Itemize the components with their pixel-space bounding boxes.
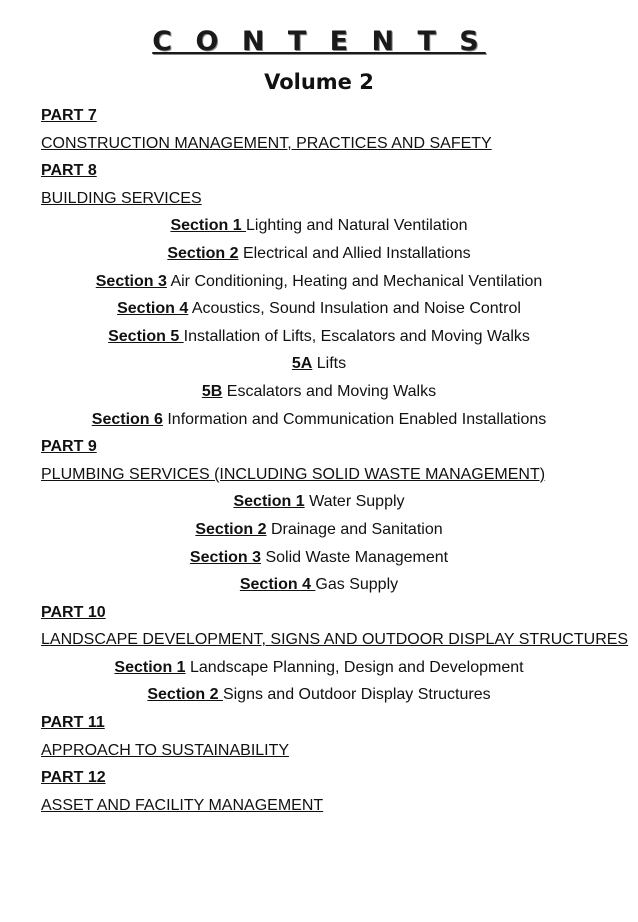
section-title: Water Supply (304, 493, 405, 511)
part-title (0, 737, 638, 765)
part-title (0, 130, 638, 158)
part-11-title: APPROACH TO SUSTAINABILITY (41, 741, 290, 759)
subsection-title: Lifts (312, 355, 347, 373)
part-8-title: BUILDING SERVICES (41, 189, 202, 207)
part-12-label: PART 12 (41, 769, 106, 787)
part-title (0, 185, 638, 213)
section-title: Gas Supply (315, 576, 399, 594)
part-7-title: CONSTRUCTION MANAGEMENT, PRACTICES AND SAFETY (41, 134, 492, 152)
section-label: Section 3 (189, 548, 262, 566)
part-10-title: LANDSCAPE DEVELOPMENT, SIGNS AND OUTDOOR DISPLAY STRUCTURES (41, 631, 629, 649)
section-title: Drainage and Sanitation (266, 520, 443, 538)
part-title (0, 461, 638, 489)
section-title: Landscape Planning, Design and Development (185, 658, 524, 676)
section-label: Section 5 (108, 327, 184, 345)
section-label: Section 1 (170, 217, 247, 235)
subsection-entry (0, 350, 638, 378)
part-12-title: ASSET AND FACILITY MANAGEMENT (41, 796, 324, 814)
section-label: Section 2 (167, 244, 239, 262)
section-entry (0, 681, 638, 709)
section-title: Solid Waste Management (261, 548, 449, 566)
part-label (0, 599, 638, 627)
section-entry (0, 268, 638, 296)
part-label (0, 102, 638, 130)
part-9-title: PLUMBING SERVICES (INCLUDING SOLID WASTE MANAGEMENT) (41, 465, 546, 483)
section-label: Section 2 (195, 520, 267, 538)
part-label (0, 764, 638, 792)
section-entry (0, 212, 638, 240)
section-entry (0, 406, 638, 434)
section-entry (0, 654, 638, 682)
section-label: Section 1 (233, 493, 305, 511)
part-label (0, 709, 638, 737)
section-title: Installation of Lifts, Escalators and Moving Walks (183, 327, 530, 345)
section-label: Section 4 (117, 300, 189, 318)
part-title (0, 792, 638, 820)
page-title: C O N T E N T S (152, 26, 486, 57)
section-label: Section 2 (147, 686, 223, 704)
part-7-label: PART 7 (41, 107, 97, 124)
section-title: Electrical and Allied Installations (238, 244, 471, 262)
section-entry (0, 544, 638, 572)
volume-subtitle: Volume 2 (264, 70, 374, 94)
subsection-entry (0, 378, 638, 406)
section-title: Lighting and Natural Ventilation (246, 217, 468, 235)
section-title: Information and Communication Enabled Installations (162, 410, 547, 428)
part-title (0, 626, 638, 654)
part-9-label: PART 9 (41, 438, 97, 456)
section-entry (0, 323, 638, 351)
section-title: Signs and Outdoor Display Structures (222, 686, 491, 704)
section-entry (0, 488, 638, 516)
section-entry (0, 295, 638, 323)
section-entry (0, 516, 638, 544)
part-label (0, 433, 638, 461)
subsection-label: 5B (201, 382, 223, 400)
table-of-contents (0, 102, 638, 819)
section-label: Section 3 (95, 272, 167, 290)
section-label: Section 4 (239, 576, 316, 594)
part-label (0, 157, 638, 185)
section-label: Section 1 (114, 658, 186, 676)
subsection-label: 5A (291, 355, 313, 373)
section-entry (0, 571, 638, 599)
section-title: Acoustics, Sound Insulation and Noise Control (188, 300, 521, 318)
section-title: Air Conditioning, Heating and Mechanical Ventilation (166, 272, 543, 290)
subsection-title: Escalators and Moving Walks (222, 382, 437, 400)
section-label: Section 6 (91, 410, 163, 428)
part-11-label: PART 11 (41, 714, 105, 732)
part-10-label: PART 10 (41, 603, 106, 621)
part-8-label: PART 8 (41, 162, 97, 180)
section-entry (0, 240, 638, 268)
